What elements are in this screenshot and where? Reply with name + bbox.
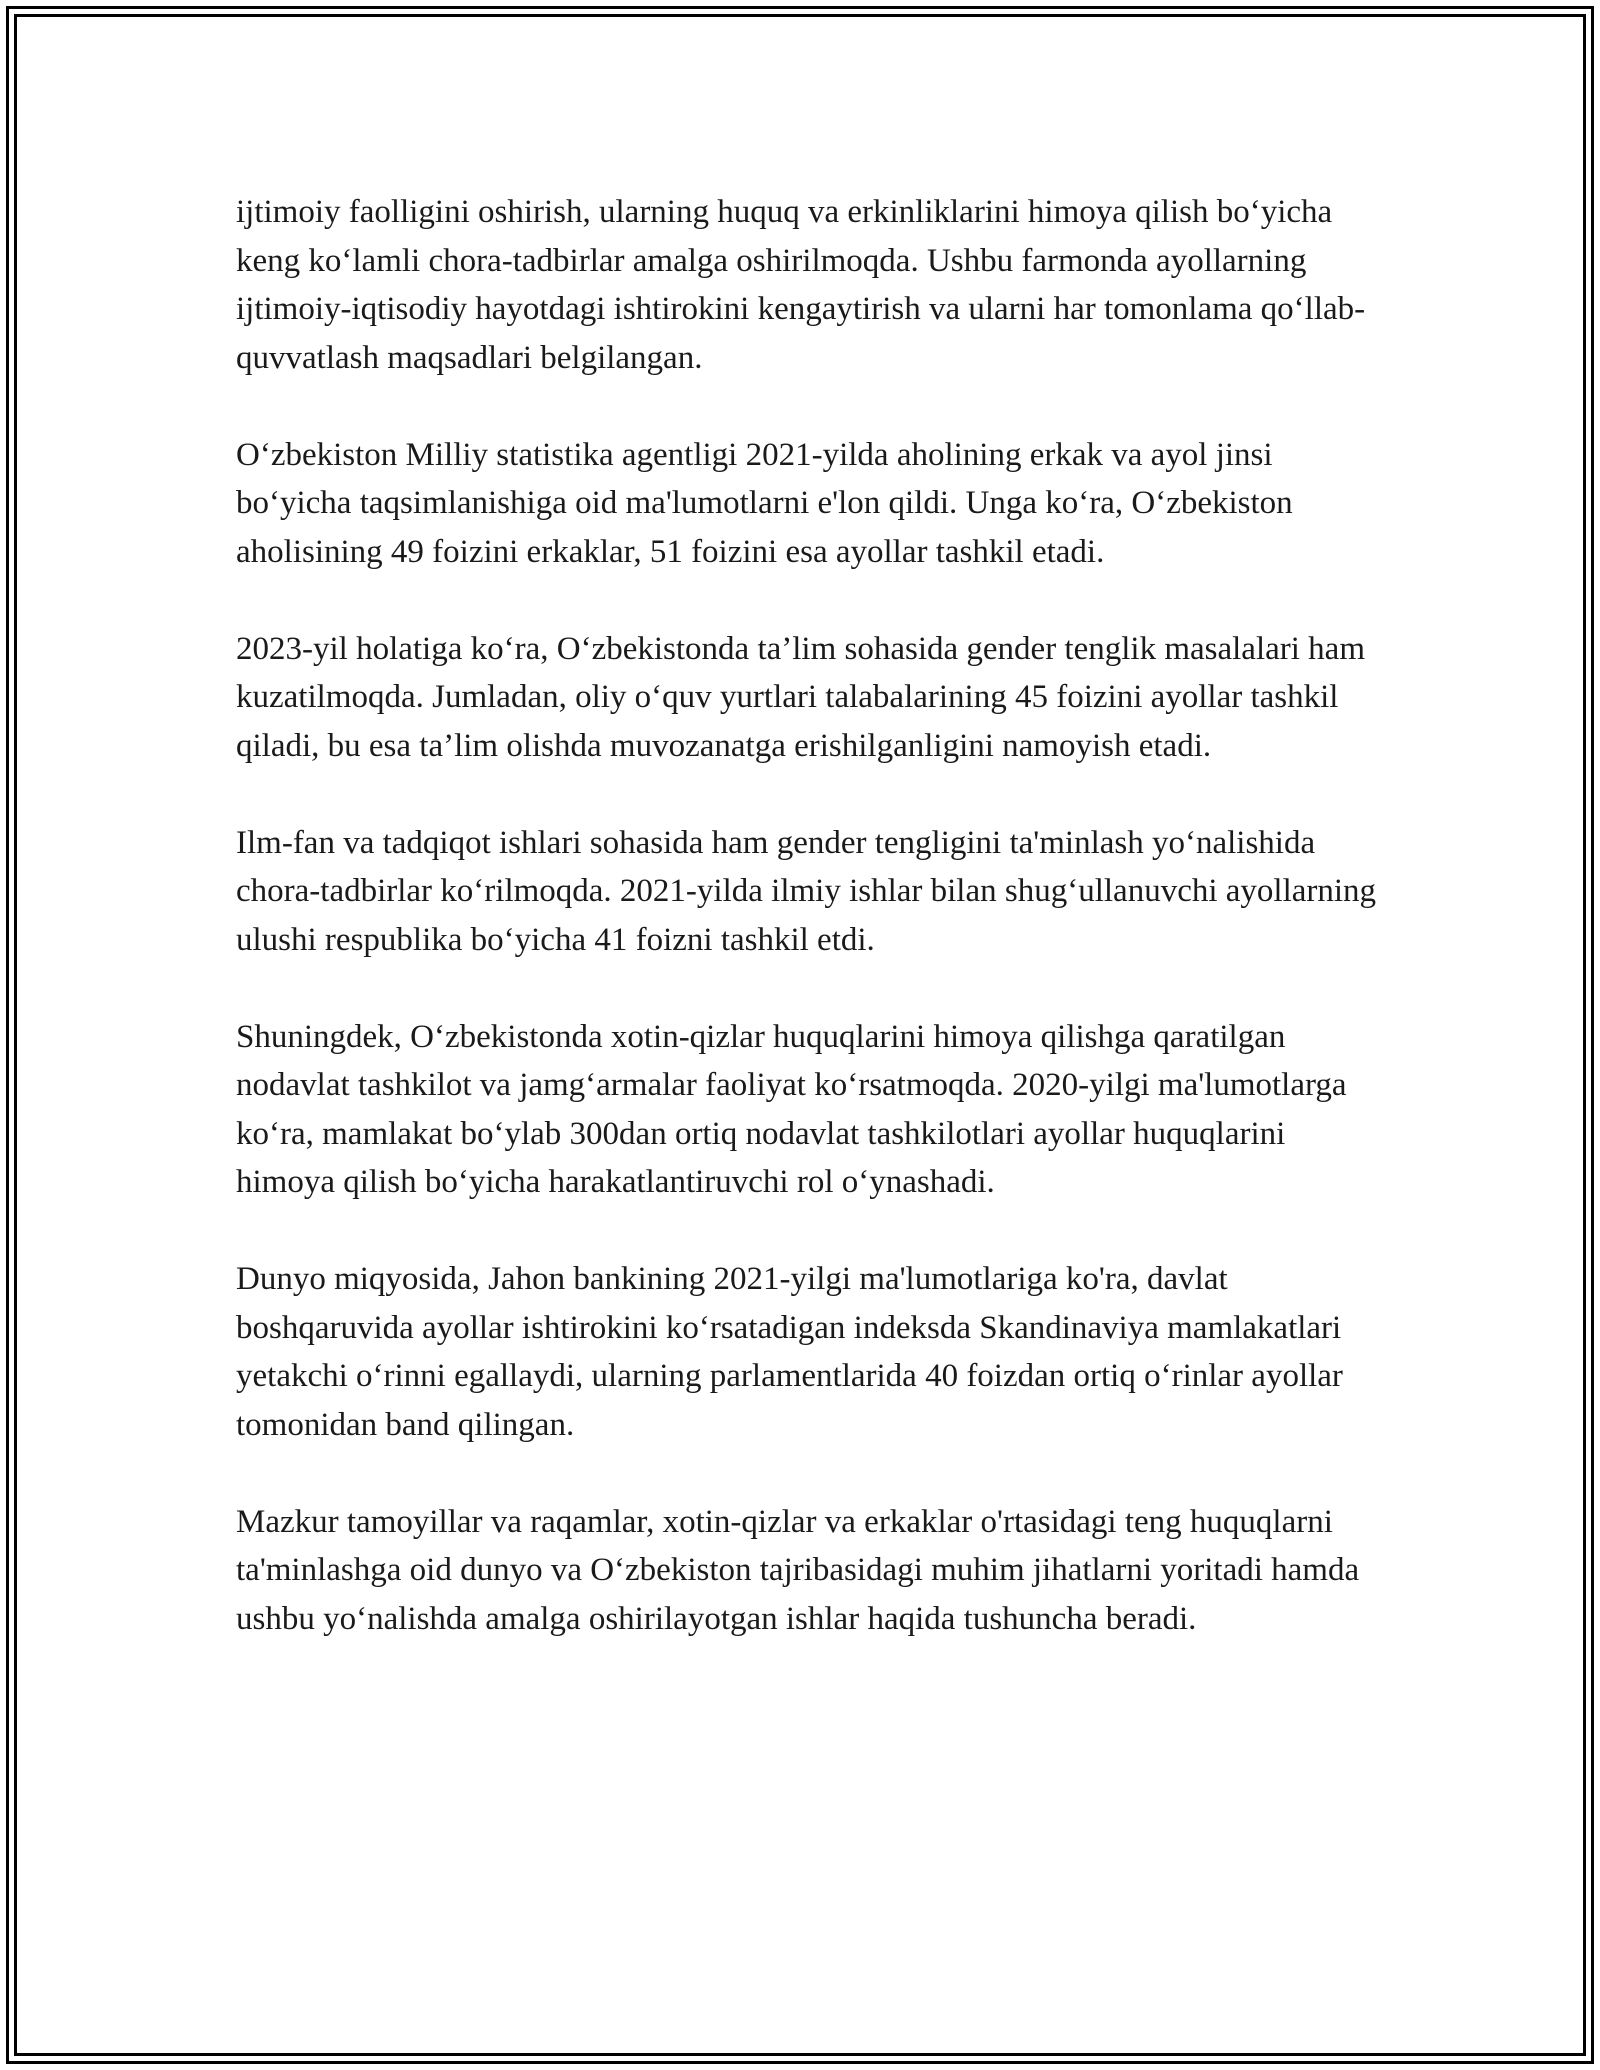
paragraph-3: 2023-yil holatiga ko‘ra, O‘zbekistonda ta’lim sohasida gender tenglik masalalari ham kuzatilmoqda. Jumladan, oliy o‘quv yurtlari talabalarining 45 foizini ayollar tashkil qiladi, bu esa ta’lim olishda muvozanatga erishilganligini namoyish etadi.: [236, 630, 1365, 764]
paragraph-1: ijtimoiy faolligini oshirish, ularning huquq va erkinliklarini himoya qilish bo‘yicha keng ko‘lamli chora-tadbirlar amalga oshirilmoqda. Ushbu farmonda ayollarning ijtimoiy-iqtisodiy hayotdagi ishtirokini kengaytirish va ularni har tomonlama qo‘llab-quvvatlash maqsadlari belgilangan.: [236, 194, 1366, 376]
paragraph-7: Mazkur tamoyillar va raqamlar, xotin-qizlar va erkaklar o'rtasidagi teng huquqlarni ta'minlashga oid dunyo va O‘zbekiston tajribasidagi muhim jihatlarni yoritadi hamda ushbu yo‘nalishda amalga oshirilayotgan ishlar haqida tushuncha beradi.: [236, 1503, 1360, 1637]
paragraph-2: O‘zbekiston Milliy statistika agentligi 2021-yilda aholining erkak va ayol jinsi bo‘yicha taqsimlanishiga oid ma'lumotlarni e'lon qildi. Unga ko‘ra, O‘zbekiston aholisining 49 foizini erkaklar, 51 foizini esa ayollar tashkil etadi.: [236, 436, 1293, 570]
paragraph-4: Ilm-fan va tadqiqot ishlari sohasida ham gender tengligini ta'minlash yo‘nalishida chora-tadbirlar ko‘rilmoqda. 2021-yilda ilmiy ishlar bilan shug‘ullanuvchi ayollarning ulushi respublika bo‘yicha 41 foizni tashkil etdi.: [236, 824, 1377, 958]
paragraph-6: Dunyo miqyosida, Jahon bankining 2021-yilgi ma'lumotlariga ko'ra, davlat boshqaruvida ayollar ishtirokini ko‘rsatadigan indeksda Skandinaviya mamlakatlari yetakchi o‘rinni egallaydi, ularning parlamentlarida 40 foizdan ortiq o‘rinlar ayollar tomonidan band qilingan.: [236, 1261, 1343, 1443]
paragraph-5: Shuningdek, O‘zbekistonda xotin-qizlar huquqlarini himoya qilishga qaratilgan nodavlat tashkilot va jamg‘armalar faoliyat ko‘rsatmoqda. 2020-yilgi ma'lumotlarga ko‘ra, mamlakat bo‘ylab 300dan ortiq nodavlat tashkilotlari ayollar huquqlarini himoya qilish bo‘yicha harakatlantiruvchi rol o‘ynashadi.: [236, 1018, 1347, 1200]
document-body: [236, 188, 1386, 1643]
